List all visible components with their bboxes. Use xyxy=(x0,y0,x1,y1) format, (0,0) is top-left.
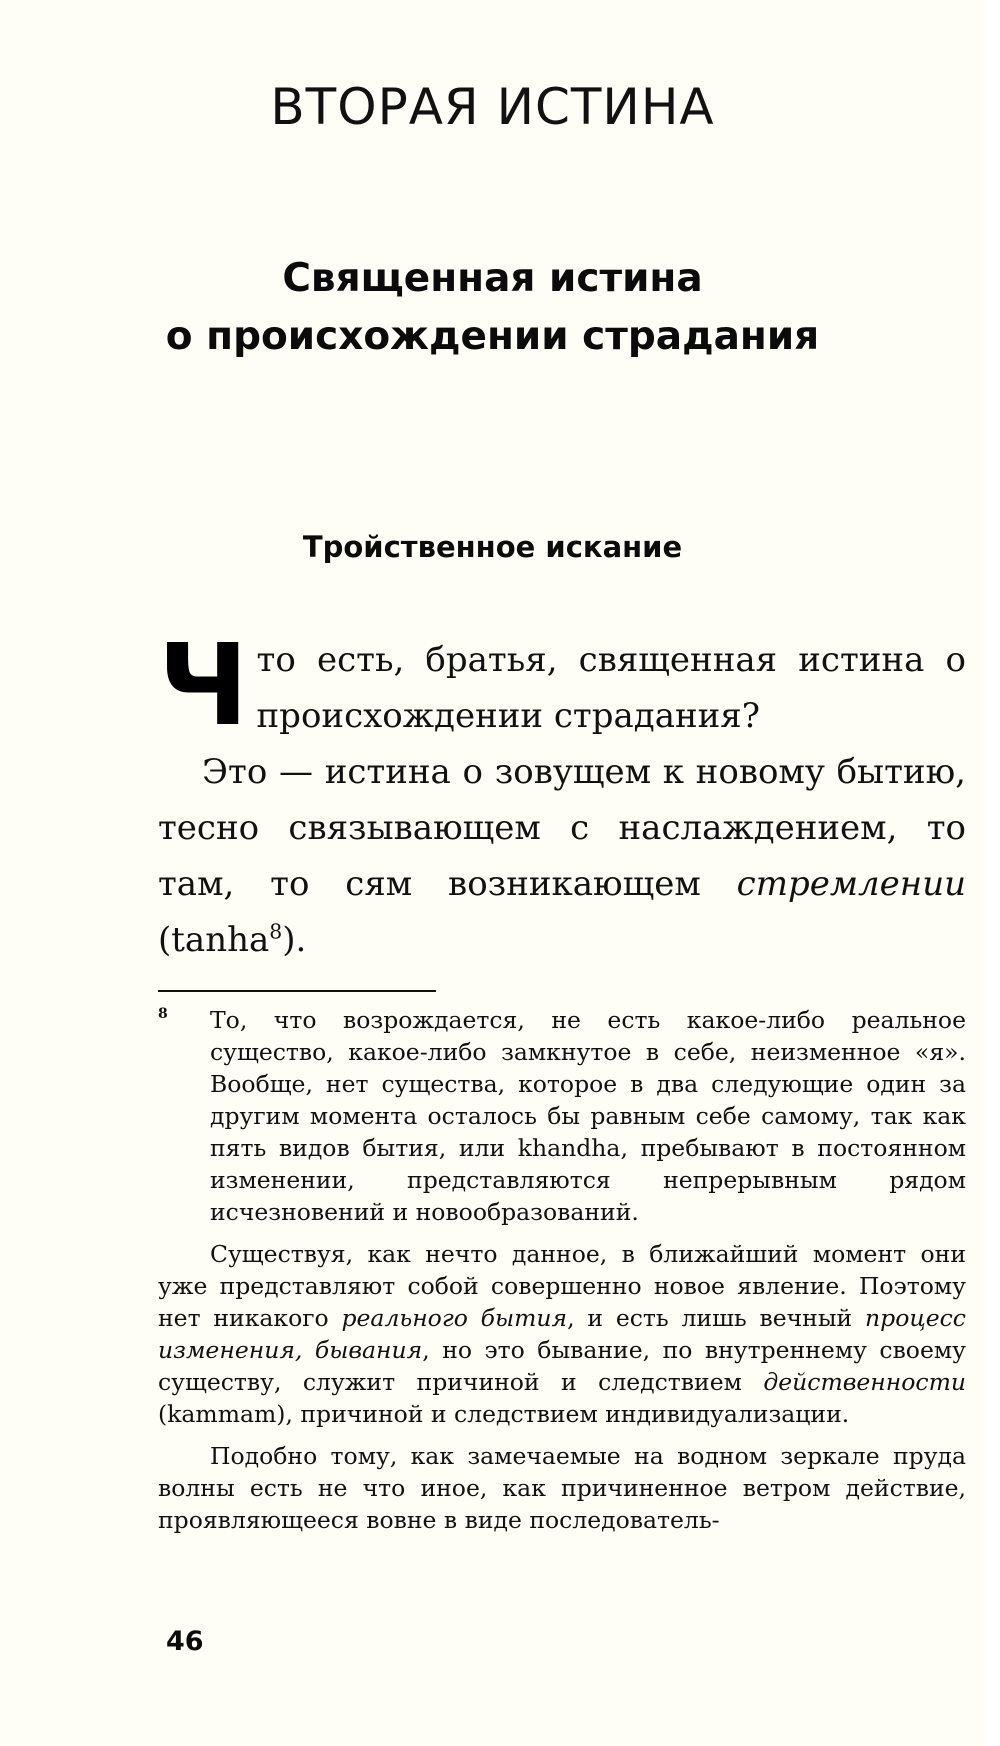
section-title: Тройственное искание xyxy=(302,530,683,564)
drop-cap: Ч xyxy=(158,621,249,751)
footnote-p2-italic-3: действенности xyxy=(763,1368,966,1396)
footnote-p2-italic-1: реального бытия xyxy=(341,1304,568,1332)
footnote-p2-text-b: , и есть лишь вечный xyxy=(567,1304,866,1332)
footnote-marker: 8 xyxy=(158,1006,168,1022)
chapter-title xyxy=(0,250,985,366)
chapter-title-line-1: Священная истина xyxy=(282,256,703,301)
main-paragraph-2-close: ). xyxy=(282,920,307,960)
footnote-p2-text-c: , но это бывание, по внутреннему своему существу, служит причиной и следствием xyxy=(158,1336,966,1396)
main-paragraph-1-text: то есть, братья, священная истина о происхождении страдания? xyxy=(256,640,966,736)
chapter-title-line-2: о происхождении страдания xyxy=(165,314,820,359)
footnote-paragraph-1-text: То, что возрождается, не есть какое-либо реальное существо, какое-либо замкнутое в себе, неизменное «я». Вообще, нет существа, которое в два следующие один за другим момента осталось бы равным себе самому, так как пять видов бытия, или khandha, пребывают в постоянном изменении, представляются непрерывным рядом исчезновений и новообразований. xyxy=(210,1006,966,1226)
footnote-p2-text-d: (kammam), причиной и следствием индивидуализации. xyxy=(158,1400,850,1428)
main-paragraph-2-italic: стремлении xyxy=(736,864,966,904)
footnote-p2-italic-2: процесс изменения, бывания xyxy=(158,1304,966,1364)
footnote-paragraph-1 xyxy=(158,1004,966,1228)
page-number: 46 xyxy=(166,1626,204,1657)
footnote-separator xyxy=(158,990,436,992)
main-paragraph-2 xyxy=(158,744,966,968)
main-text xyxy=(158,621,966,968)
footnote-paragraph-3: Подобно тому, как замечаемые на водном зеркале пруда волны есть не что иное, как причиненное ветром действие, проявляющееся вовне в виде последователь- xyxy=(158,1442,966,1534)
footnote-paragraph-2 xyxy=(158,1238,966,1430)
footnote xyxy=(158,1004,966,1536)
main-paragraph-2-paren: (tanha xyxy=(158,920,270,960)
footnote-reference[interactable]: 8 xyxy=(269,919,283,944)
main-paragraph-1 xyxy=(158,621,966,751)
part-title: ВТОРАЯ ИСТИНА xyxy=(270,78,715,136)
main-paragraph-2-text: Это — истина о зовущем к новому бытию, тесно связывающем с наслаждением, то там, то сям возникающем xyxy=(158,752,966,904)
footnote-p2-text-a: Существуя, как нечто данное, в ближайший момент они уже представляют собой совершенно новое явление. Поэтому нет никакого xyxy=(158,1240,966,1332)
